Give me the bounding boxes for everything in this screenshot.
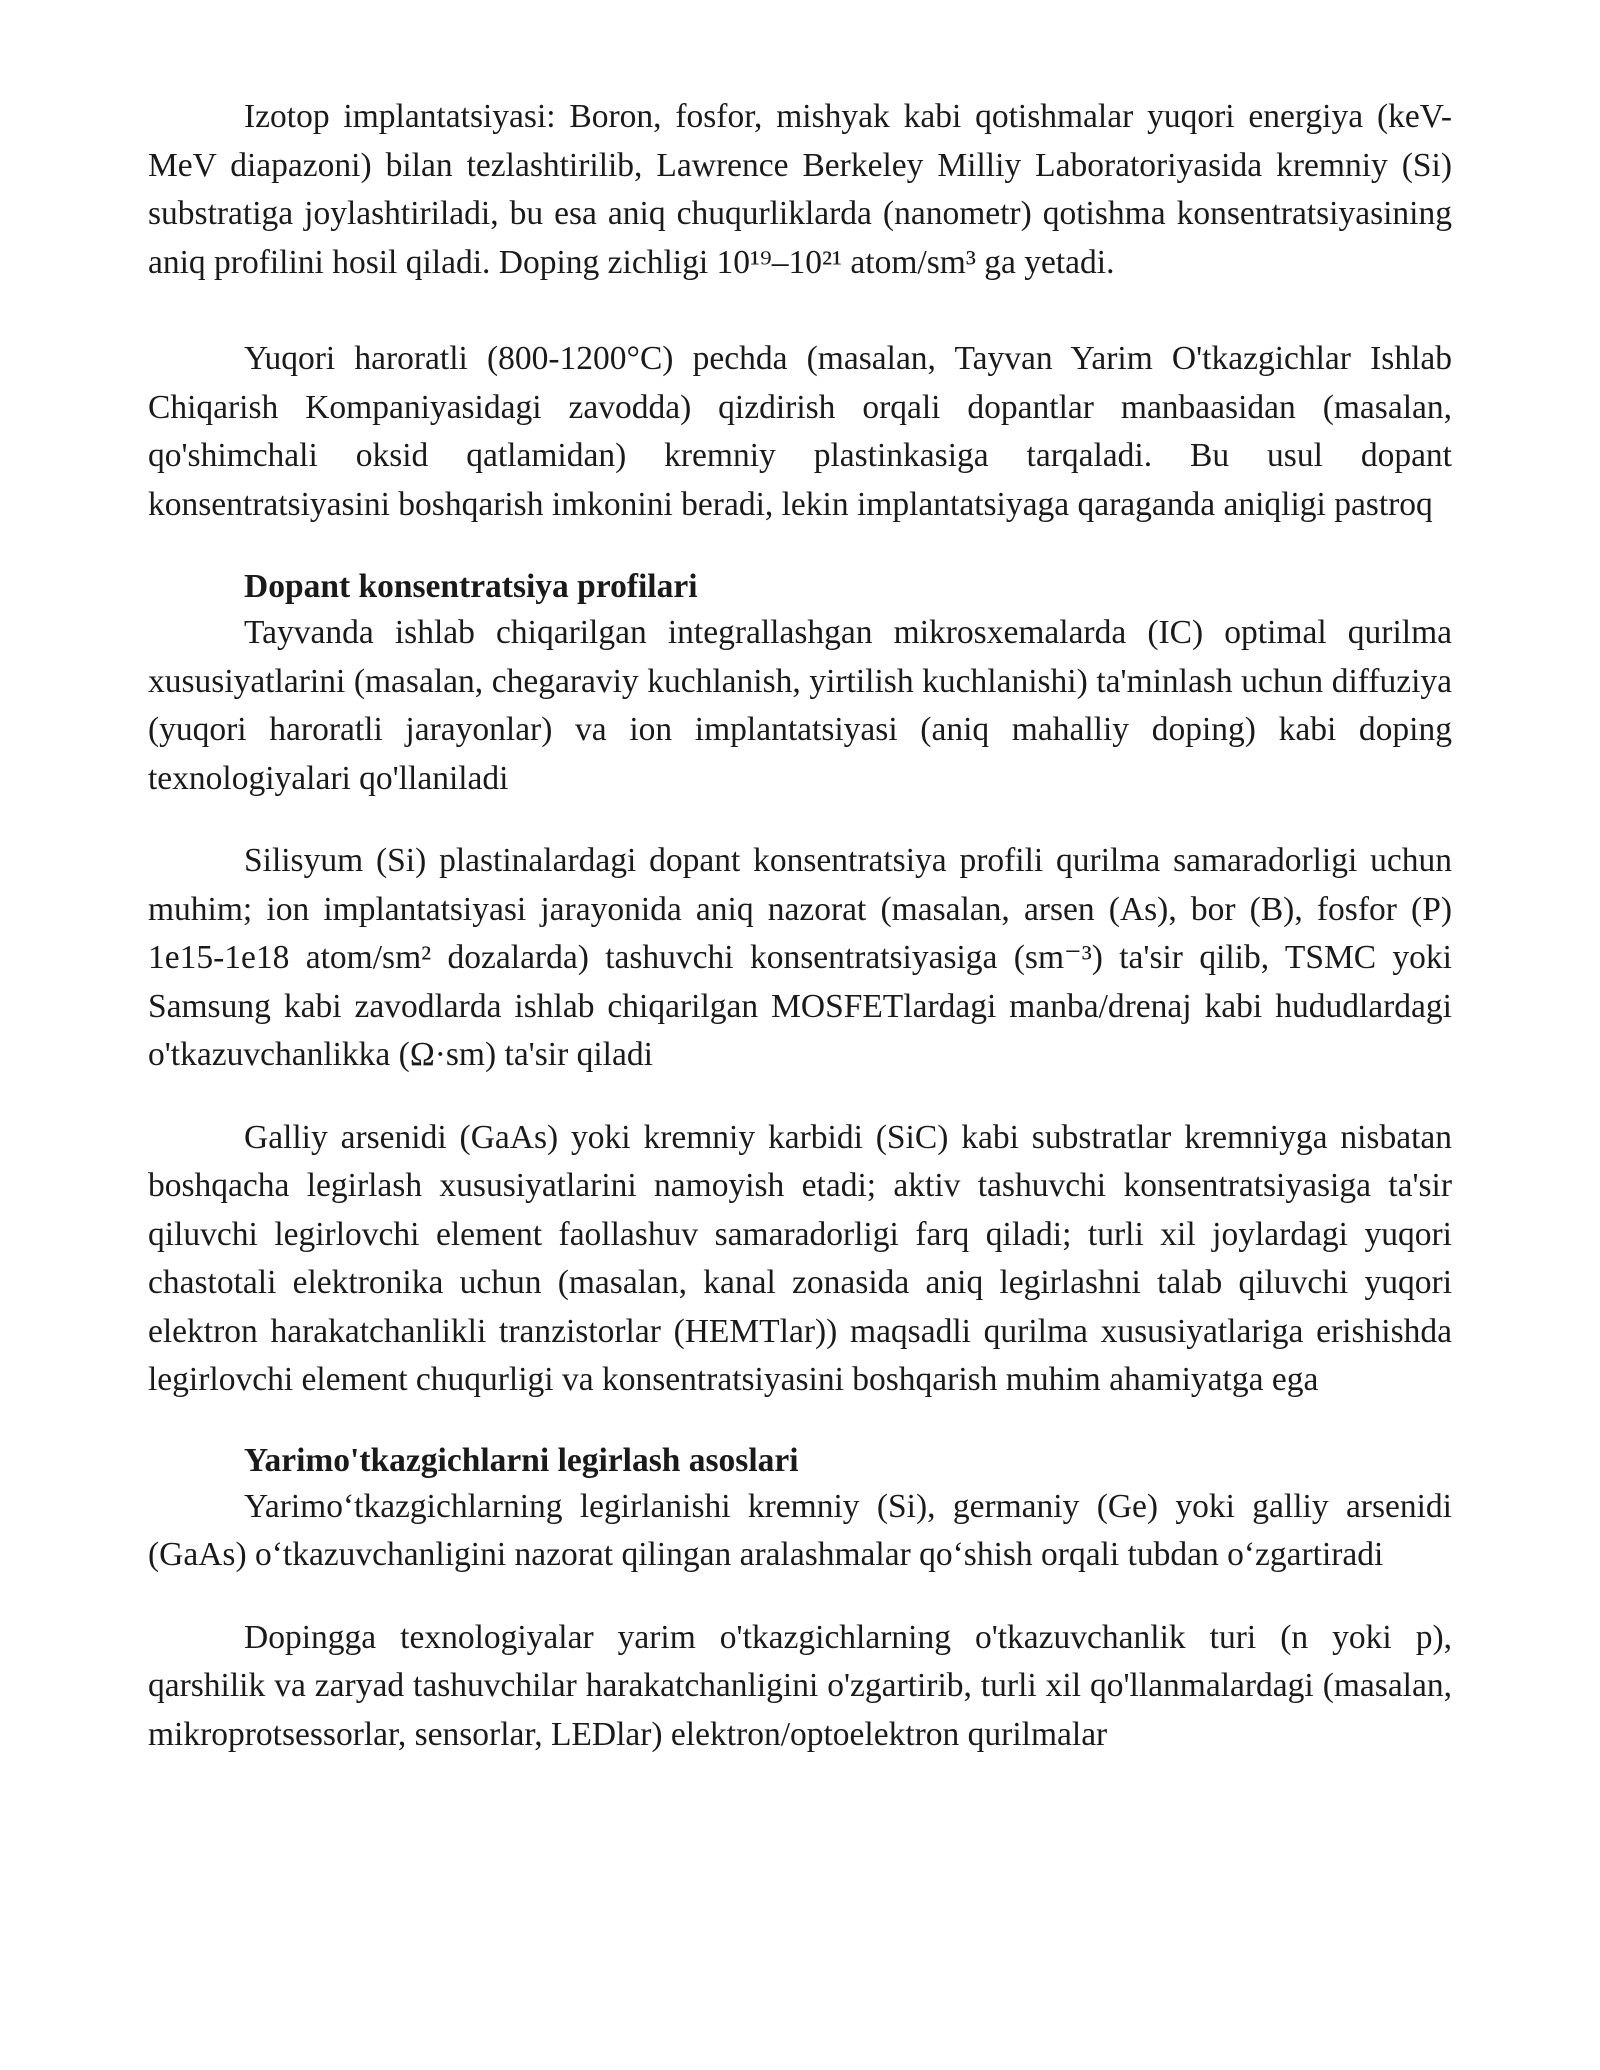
document-body [148,93,1452,1759]
paragraph-doping-intro: Yarimoʻtkazgichlarning legirlanishi kremniy (Si), germaniy (Ge) yoki galliy arsenidi (GaAs) oʻtkazuvchanligini nazorat qilingan aralashmalar qoʻshish orqali tubdan oʻzgartiradi [148,1487,1452,1573]
spacer [148,1080,1452,1114]
spacer [148,287,1452,335]
spacer [148,803,1452,837]
paragraph-diffusion: Yuqori haroratli (800-1200°C) pechda (masalan, Tayvan Yarim O'tkazgichlar Ishlab Chiqarish Kompaniyasidagi zavodda) qizdirish orqali dopantlar manbaasidan (masalan, qo'shimchali oksid qatlamidan) kremniy plastinkasiga tarqaladi. Bu usul dopant konsentratsiyasini boshqarish imkonini beradi, lekin implantatsiyaga qaraganda aniqligi pastroq [148,340,1452,523]
paragraph-silicon-profile: Silisyum (Si) plastinalardagi dopant konsentratsiya profili qurilma samaradorligi uchun muhim; ion implantatsiyasi jarayonida aniq nazorat (masalan, arsen (As), bor (B), fosfor (P) 1e15-1e18 atom/sm² dozalarda) tashuvchi konsentratsiyasiga (sm⁻³) ta'sir qilib, TSMC yoki Samsung kabi zavodlarda ishlab chiqarilgan MOSFETlardagi manba/drenaj kabi hududlardagi o'tkazuvchanlikka (Ω·sm) ta'sir qiladi [148,842,1452,1073]
spacer [148,1580,1452,1614]
paragraph-doping-technologies: Dopingga texnologiyalar yarim o'tkazgichlarning o'tkazuvchanlik turi (n yoki p), qarshilik va zaryad tashuvchilar harakatchanligini o'zgartirib, turli xil qo'llanmalardagi (masalan, mikroprotsessorlar, sensorlar, LEDlar) elektron/optoelektron qurilmalar [148,1618,1452,1753]
heading-doping-basics: Yarimo'tkazgichlarni legirlash asoslari [244,1441,799,1479]
paragraph-isotope-implantation: Izotop implantatsiyasi: Boron, fosfor, mishyak kabi qotishmalar yuqori energiya (keV-MeV diapazoni) bilan tezlashtirilib, Lawrence Berkeley Milliy Laboratoriyasida kremniy (Si) substratiga joylashtiriladi, bu esa aniq chuqurliklarda (nanometr) qotishma konsentratsiyasining aniq profilini hosil qiladi. Doping zichligi 10¹⁹–10²¹ atom/sm³ ga yetadi. [148,98,1452,281]
spacer [148,529,1452,565]
paragraph-taiwan-ic: Tayvanda ishlab chiqarilgan integrallashgan mikrosxemalarda (IC) optimal qurilma xususiyatlarini (masalan, chegaraviy kuchlanish, yirtilish kuchlanishi) ta'minlash uchun diffuziya (yuqori haroratli jarayonlar) va ion implantatsiyasi (aniq mahalliy doping) kabi doping texnologiyalari qo'llaniladi [148,614,1452,797]
paragraph-gaas-sic: Galliy arsenidi (GaAs) yoki kremniy karbidi (SiC) kabi substratlar kremniyga nisbatan boshqacha legirlash xususiyatlarini namoyish etadi; aktiv tashuvchi konsentratsiyasiga ta'sir qiluvchi legirlovchi element faollashuv samaradorligi farq qiladi; turli xil joylardagi yuqori chastotali elektronika uchun (masalan, kanal zonasida aniq legirlashni talab qiluvchi yuqori elektron harakatchanlikli tranzistorlar (HEMTlar)) maqsadli qurilma xususiyatlariga erishishda legirlovchi element chuqurligi va konsentratsiyasini boshqarish muhim ahamiyatga ega [148,1118,1452,1398]
spacer [148,1405,1452,1439]
heading-dopant-profiles: Dopant konsentratsiya profilari [244,568,698,605]
